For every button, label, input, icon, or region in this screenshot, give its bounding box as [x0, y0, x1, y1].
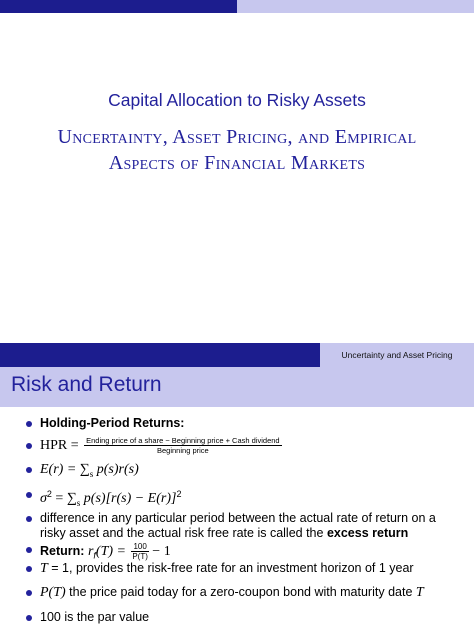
- bullet-icon: [26, 590, 32, 596]
- hpr-fraction: [84, 436, 281, 455]
- presentation-subtitle: [0, 124, 474, 176]
- bullet-icon: [26, 516, 32, 522]
- list-item: $\sigma^2 = \sum_s$ $p(s)[r(s) - E(r)]^2$: [26, 487, 445, 511]
- bullet-icon: [26, 492, 32, 498]
- bullet-icon: [26, 566, 32, 572]
- list-item: Return: $r_f(T)$ = $\frac{100}{P(T)}$ − 1: [26, 542, 445, 563]
- excess-return-term: excess return: [326, 526, 409, 540]
- top-bar-dark-segment: [0, 0, 237, 13]
- variance-exponent: 2: [46, 489, 52, 499]
- bullet-icon: [26, 467, 32, 473]
- top-decoration-bar: [0, 0, 474, 13]
- horizon-description: = 1, provides the risk-free rate for an investment horizon of 1 year: [47, 561, 414, 575]
- list-item: [26, 610, 445, 625]
- bullet-icon: [26, 421, 32, 427]
- hpr-denominator: Beginning price: [157, 446, 209, 455]
- expected-return-rhs: p(s)r(s): [96, 462, 139, 477]
- list-item: T = 1, provides the risk-free rate for an investment horizon of 1 year: [26, 561, 445, 576]
- return-fraction: $\frac{100}{P(T)}$: [132, 542, 148, 561]
- return-label: Return:: [40, 543, 85, 558]
- list-item: [26, 511, 445, 541]
- list-item: $E(r) = \sum_s$ p(s)r(s): [26, 462, 445, 482]
- bullet-icon: [26, 615, 32, 621]
- subtitle-line-2: Aspects of Financial Markets: [108, 152, 366, 174]
- hpr-numerator: Ending price of a share − Beginning price + Cash dividend: [86, 436, 280, 445]
- excess-return-description: difference in any particular period between the actual rate of return on a risky asset and the actual risk free rate is called the: [40, 511, 436, 540]
- bullet-icon: [26, 443, 32, 449]
- list-item: P(T) the price paid today for a zero-coupon bond with maturity date T: [26, 585, 445, 600]
- subtitle-line-1: Uncertainty, Asset Pricing, and Empirical: [57, 126, 417, 148]
- list-item: [26, 436, 445, 455]
- variance-rhs: p(s)[r(s) − E(r)]: [83, 491, 177, 507]
- frame-title: Risk and Return: [11, 373, 162, 396]
- variance-symbol: σ: [40, 491, 47, 507]
- presentation-title: Capital Allocation to Risky Assets: [108, 90, 366, 110]
- list-item: [26, 416, 445, 431]
- footer-band-dark: [0, 343, 320, 367]
- top-bar-light-segment: [237, 0, 474, 13]
- zero-coupon-description: the price paid today for a zero-coupon bond with maturity date: [65, 585, 416, 599]
- bullet-icon: [26, 547, 32, 553]
- par-value-text: 100 is the par value: [40, 610, 150, 624]
- hpr-label: HPR =: [40, 437, 79, 453]
- expected-return-lhs: E(r) =: [40, 462, 77, 477]
- footer-short-title: Uncertainty and Asset Pricing: [341, 350, 453, 360]
- sum-index: s: [89, 468, 94, 479]
- holding-period-heading: Holding-Period Returns:: [40, 416, 185, 430]
